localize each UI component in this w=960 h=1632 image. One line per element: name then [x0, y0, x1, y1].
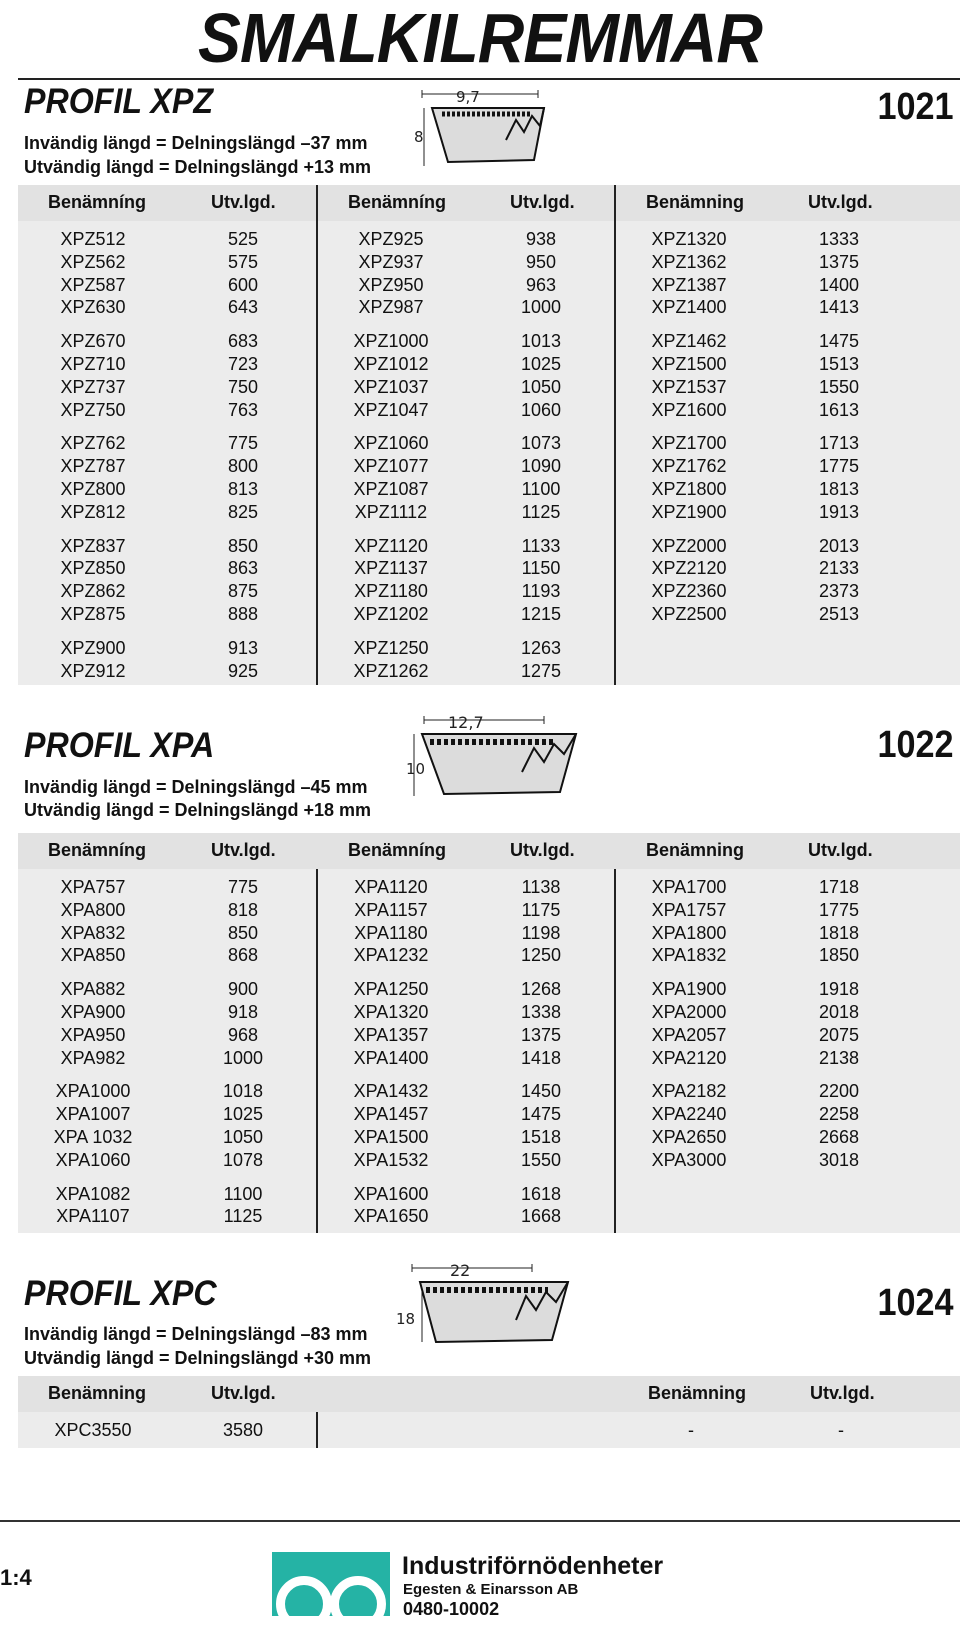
inner-length-formula: Invändig längd = Delningslängd –37 mm [24, 133, 368, 153]
belt-designation: XPZ1202 [353, 604, 429, 624]
belt-designation: XPZ1320 [651, 229, 727, 249]
belt-designation: XPZ2360 [651, 581, 727, 602]
belt-designation: XPA2000 [651, 1002, 727, 1022]
outer-length-value: 2133 [818, 558, 860, 579]
outer-length-value: 1025 [222, 1104, 264, 1125]
belt-designation: XPA2650 [651, 1127, 727, 1147]
belt-designation: XPA1250 [353, 979, 429, 1000]
belt-designation: XPC3550 [54, 1420, 132, 1440]
belt-designation: XPZ1037 [353, 376, 429, 397]
outer-length-value: 1100 [521, 479, 561, 499]
belt-designation: XPZ1400 [651, 297, 727, 318]
outer-length-value: 1450 [520, 1081, 562, 1102]
inner-length-formula: Invändig längd = Delningslängd –45 mm [24, 777, 368, 797]
outer-length-value: 1018 [222, 1081, 264, 1102]
outer-length-value: 1050 [222, 1127, 264, 1147]
outer-length-value: 1193 [521, 581, 561, 602]
belt-designation: XPZ1077 [353, 456, 429, 477]
belt-designation: XPZ1537 [651, 376, 727, 397]
belt-designation: XPZ1060 [353, 433, 429, 454]
outer-length-value: 825 [227, 501, 259, 522]
table-header [18, 185, 960, 221]
belt-designation: XPZ1000 [353, 331, 429, 352]
belt-designation: XPZ587 [60, 274, 126, 295]
belt-designation: XPA832 [60, 922, 126, 943]
belt-designation: XPA950 [60, 1024, 126, 1045]
belt-designation: XPZ2120 [651, 558, 727, 579]
outer-length-value: 1413 [818, 297, 860, 318]
belt-designation: XPA2182 [651, 1081, 727, 1102]
header-designation: Benämning [48, 1383, 147, 1403]
outer-length-value: 2668 [818, 1127, 860, 1147]
belt-designation: XPZ1120 [354, 535, 428, 556]
outer-length-value: 1268 [520, 979, 562, 1000]
outer-length-value: 643 [227, 297, 259, 318]
belt-designation: XPZ1462 [651, 331, 727, 352]
header-length: Utv.lgd. [211, 840, 276, 860]
outer-length-value: 1813 [818, 479, 860, 499]
belt-designation: XPA1757 [651, 899, 727, 920]
belt-designation: XPA1180 [354, 922, 428, 943]
belt-designation: XPZ1087 [353, 479, 429, 499]
header-length: Utv.lgd. [211, 192, 276, 212]
inner-length-formula: Invändig längd = Delningslängd –83 mm [24, 1324, 368, 1344]
outer-length-value: 1025 [520, 354, 562, 374]
belt-designation: XPA2240 [651, 1104, 727, 1125]
logo-e-icon [330, 1576, 386, 1632]
outer-length-value: 1100 [223, 1183, 263, 1204]
outer-length-value: 1263 [520, 637, 562, 658]
outer-length-value: 1375 [520, 1024, 562, 1045]
outer-length-value: 1918 [818, 979, 860, 1000]
outer-length-value: 868 [227, 945, 259, 966]
belt-designation: XPA1000 [55, 1081, 131, 1102]
belt-designation: XPZ562 [60, 251, 126, 272]
outer-length-value: 1913 [818, 501, 860, 522]
logo-mark [272, 1552, 390, 1616]
outer-length-value: 1275 [520, 660, 562, 681]
outer-length-value: 775 [227, 877, 259, 897]
outer-length-value: 1775 [818, 456, 860, 477]
belt-designation: XPA1800 [651, 922, 727, 943]
column-divider [316, 185, 318, 221]
product-code: 1021 [877, 86, 954, 128]
outer-length-value: 1073 [520, 433, 562, 454]
belt-designation: XPA850 [60, 945, 126, 966]
outer-length-value: 1133 [521, 535, 561, 556]
belt-designation: XPA1007 [55, 1104, 131, 1125]
outer-length-value: 1013 [520, 331, 562, 352]
outer-length-value: 1418 [520, 1047, 562, 1068]
belt-designation: XPA1060 [55, 1149, 131, 1170]
product-code: 1024 [877, 1282, 954, 1324]
outer-length-value: 1138 [521, 877, 561, 897]
outer-length-value: - [838, 1420, 844, 1440]
dim-height-label: 8 [414, 128, 424, 146]
belt-designation: XPA1400 [353, 1047, 429, 1068]
belt-designation: XPZ987 [358, 297, 424, 318]
company-name: Industriförnödenheter [402, 1552, 664, 1580]
outer-length-value: 1518 [520, 1127, 562, 1147]
outer-length-value: 1175 [521, 899, 561, 920]
scale-label: 1:4 [0, 1565, 32, 1590]
table-header [18, 833, 960, 869]
belt-profile-diagram [392, 1256, 572, 1346]
outer-length-value: 2513 [818, 604, 860, 624]
belt-designation: XPA757 [60, 877, 126, 897]
outer-length-value: 863 [227, 558, 259, 579]
outer-length-value: 918 [227, 1002, 259, 1022]
header-designation: Benämníng [348, 192, 447, 212]
belt-designation: XPZ850 [60, 558, 126, 579]
outer-length-value: 600 [227, 274, 259, 295]
footer-divider [0, 1520, 960, 1522]
outer-length-value: 968 [227, 1024, 259, 1045]
outer-length-value: 1818 [818, 922, 860, 943]
outer-length-value: 1475 [520, 1104, 562, 1125]
outer-length-value: 2013 [818, 535, 860, 556]
belt-designation: XPZ1012 [353, 354, 429, 374]
belt-designation: - [688, 1420, 694, 1440]
dim-width-label: 12,7 [448, 713, 484, 732]
belt-designation: XPZ1387 [651, 274, 727, 295]
column-divider [316, 1412, 318, 1448]
outer-length-value: 800 [227, 456, 259, 477]
belt-designation: XPZ950 [358, 274, 424, 295]
header-length: Utv.lgd. [211, 1383, 276, 1403]
belt-designation: XPZ2000 [651, 535, 727, 556]
outer-length-value: 1078 [222, 1149, 264, 1170]
outer-length-value: 1850 [818, 945, 860, 966]
belt-designation: XPZ2500 [651, 604, 727, 624]
outer-length-value: 1060 [520, 399, 562, 420]
outer-length-value: 1250 [520, 945, 562, 966]
header-designation: Benämning [646, 840, 745, 860]
outer-length-value: 2018 [818, 1002, 860, 1022]
belt-designation: XPZ875 [60, 604, 126, 624]
belt-designation: XPZ630 [60, 297, 126, 318]
belt-designation: XPZ1180 [354, 581, 428, 602]
belt-designation: XPZ937 [358, 251, 424, 272]
belt-designation: XPZ750 [60, 399, 126, 420]
belt-designation: XPA1832 [651, 945, 727, 966]
belt-designation: XPA 1032 [53, 1127, 133, 1147]
header-designation: Benämning [648, 1383, 747, 1403]
company-phone: 0480-10002 [403, 1599, 500, 1619]
header-length: Utv.lgd. [810, 1383, 875, 1403]
belt-designation: XPZ710 [60, 354, 126, 374]
belt-designation: XPA1457 [353, 1104, 429, 1125]
outer-length-value: 750 [227, 376, 259, 397]
belt-designation: XPA1700 [651, 877, 727, 897]
table-body [18, 221, 960, 685]
belt-designation: XPZ1362 [651, 251, 727, 272]
outer-length-value: 1550 [520, 1149, 562, 1170]
outer-length-value: 1668 [520, 1206, 562, 1227]
product-code: 1022 [877, 724, 954, 766]
belt-designation: XPA1432 [353, 1081, 429, 1102]
outer-length-formula: Utvändig längd = Delningslängd +13 mm [24, 157, 372, 177]
belt-designation: XPA1650 [353, 1206, 429, 1227]
column-divider [316, 221, 318, 685]
outer-length-value: 775 [227, 433, 259, 454]
belt-designation: XPA1157 [354, 899, 428, 920]
outer-length-value: 2373 [818, 581, 860, 602]
header-designation: Benämníng [348, 840, 447, 860]
profile-title: PROFIL XPA [24, 726, 215, 765]
outer-length-value: 1713 [818, 433, 860, 454]
header-length: Utv.lgd. [510, 840, 575, 860]
belt-profile-diagram [412, 86, 572, 176]
outer-length-value: 925 [227, 660, 259, 681]
belt-designation: XPA1500 [353, 1127, 429, 1147]
dim-width-label: 9,7 [456, 88, 480, 106]
outer-length-value: 1375 [818, 251, 860, 272]
belt-designation: XPA982 [60, 1047, 126, 1068]
outer-length-value: 1050 [520, 376, 562, 397]
belt-designation: XPA3000 [651, 1149, 727, 1170]
outer-length-value: 3580 [222, 1420, 264, 1440]
outer-length-value: 1125 [223, 1206, 263, 1227]
belt-designation: XPZ1250 [353, 637, 429, 658]
outer-length-value: 1618 [520, 1183, 562, 1204]
belt-designation: XPZ1047 [353, 399, 429, 420]
header-length: Utv.lgd. [808, 192, 873, 212]
belt-designation: XPA900 [60, 1002, 126, 1022]
page-title: SMALKILREMMAR [197, 0, 762, 77]
belt-designation: XPA1082 [55, 1183, 131, 1204]
belt-designation: XPZ1262 [353, 660, 429, 681]
belt-designation: XPZ800 [60, 479, 126, 499]
belt-designation: XPA882 [60, 979, 126, 1000]
outer-length-value: 3018 [818, 1149, 860, 1170]
belt-designation: XPZ512 [60, 229, 126, 249]
outer-length-formula: Utvändig längd = Delningslängd +30 mm [24, 1348, 372, 1368]
outer-length-value: 1475 [818, 331, 860, 352]
belt-designation: XPZ1762 [651, 456, 727, 477]
belt-designation: XPZ1700 [651, 433, 727, 454]
belt-designation: XPA2120 [651, 1047, 727, 1068]
belt-designation: XPA1232 [353, 945, 429, 966]
belt-designation: XPZ912 [60, 660, 126, 681]
outer-length-value: 1513 [818, 354, 860, 374]
outer-length-value: 963 [525, 274, 557, 295]
outer-length-value: 1718 [818, 877, 860, 897]
outer-length-value: 575 [227, 251, 259, 272]
outer-length-value: 913 [227, 637, 259, 658]
belt-designation: XPZ1600 [651, 399, 727, 420]
belt-designation: XPZ812 [60, 501, 126, 522]
outer-length-value: 850 [227, 535, 259, 556]
outer-length-value: 1215 [520, 604, 562, 624]
outer-length-value: 1775 [818, 899, 860, 920]
table-body [18, 869, 960, 1233]
belt-designation: XPA2057 [651, 1024, 727, 1045]
outer-length-value: 900 [227, 979, 259, 1000]
outer-length-value: 1338 [520, 1002, 562, 1022]
outer-length-value: 2258 [818, 1104, 860, 1125]
belt-designation: XPA1107 [56, 1206, 130, 1227]
profile-title: PROFIL XPC [24, 1274, 217, 1313]
outer-length-value: 1550 [818, 376, 860, 397]
outer-length-value: 1150 [521, 558, 561, 579]
outer-length-value: 525 [227, 229, 259, 249]
outer-length-value: 1125 [521, 501, 561, 522]
header-designation: Benämníng [48, 192, 147, 212]
dim-height-label: 10 [406, 760, 426, 778]
outer-length-value: 1613 [818, 399, 860, 420]
column-divider [614, 869, 616, 1233]
outer-length-value: 850 [227, 922, 259, 943]
outer-length-value: 1090 [520, 456, 562, 477]
belt-designation: XPZ837 [60, 535, 126, 556]
column-divider [316, 869, 318, 1233]
belt-designation: XPZ1137 [354, 558, 428, 579]
title-divider [18, 78, 960, 80]
belt-designation: XPZ862 [60, 581, 126, 602]
company-subtitle: Egesten & Einarsson AB [403, 1581, 579, 1598]
outer-length-value: 813 [227, 479, 259, 499]
outer-length-value: 2138 [818, 1047, 860, 1068]
outer-length-value: 683 [227, 331, 259, 352]
outer-length-formula: Utvändig längd = Delningslängd +18 mm [24, 800, 372, 820]
belt-designation: XPZ1900 [651, 501, 727, 522]
header-length: Utv.lgd. [808, 840, 873, 860]
belt-designation: XPA1357 [353, 1024, 429, 1045]
column-divider [614, 221, 616, 685]
belt-designation: XPZ787 [60, 456, 126, 477]
belt-designation: XPA1900 [651, 979, 727, 1000]
dim-width-label: 22 [450, 1261, 471, 1280]
header-designation: Benämníng [48, 840, 147, 860]
belt-profile-diagram [404, 710, 584, 800]
table-header [18, 1376, 960, 1412]
belt-designation: XPA800 [60, 899, 126, 920]
belt-designation: XPA1532 [353, 1149, 429, 1170]
belt-designation: XPZ737 [60, 376, 126, 397]
outer-length-value: 1400 [818, 274, 860, 295]
outer-length-value: 1198 [521, 922, 561, 943]
belt-designation: XPA1600 [353, 1183, 429, 1204]
outer-length-value: 2075 [818, 1024, 860, 1045]
belt-designation: XPZ670 [60, 331, 126, 352]
outer-length-value: 2200 [818, 1081, 860, 1102]
belt-designation: XPZ1112 [354, 501, 428, 522]
logo-e-icon [276, 1576, 332, 1632]
dim-height-label: 18 [396, 1310, 416, 1328]
outer-length-value: 875 [227, 581, 259, 602]
table-body [18, 1412, 960, 1448]
company-logo [262, 1530, 702, 1630]
belt-designation: XPA1120 [354, 877, 428, 897]
header-length: Utv.lgd. [510, 192, 575, 212]
header-designation: Benämning [646, 192, 745, 212]
outer-length-value: 1000 [520, 297, 562, 318]
outer-length-value: 950 [525, 251, 557, 272]
outer-length-value: 938 [525, 229, 557, 249]
profile-title: PROFIL XPZ [24, 82, 214, 121]
outer-length-value: 818 [227, 899, 259, 920]
outer-length-value: 1000 [222, 1047, 264, 1068]
belt-designation: XPA1320 [353, 1002, 429, 1022]
belt-designation: XPZ925 [358, 229, 424, 249]
belt-designation: XPZ900 [60, 637, 126, 658]
belt-designation: XPZ1500 [651, 354, 727, 374]
belt-designation: XPZ1800 [651, 479, 727, 499]
outer-length-value: 723 [227, 354, 259, 374]
belt-designation: XPZ762 [60, 433, 126, 454]
outer-length-value: 763 [227, 399, 259, 420]
outer-length-value: 1333 [818, 229, 860, 249]
column-divider [614, 185, 616, 221]
outer-length-value: 888 [227, 604, 259, 624]
